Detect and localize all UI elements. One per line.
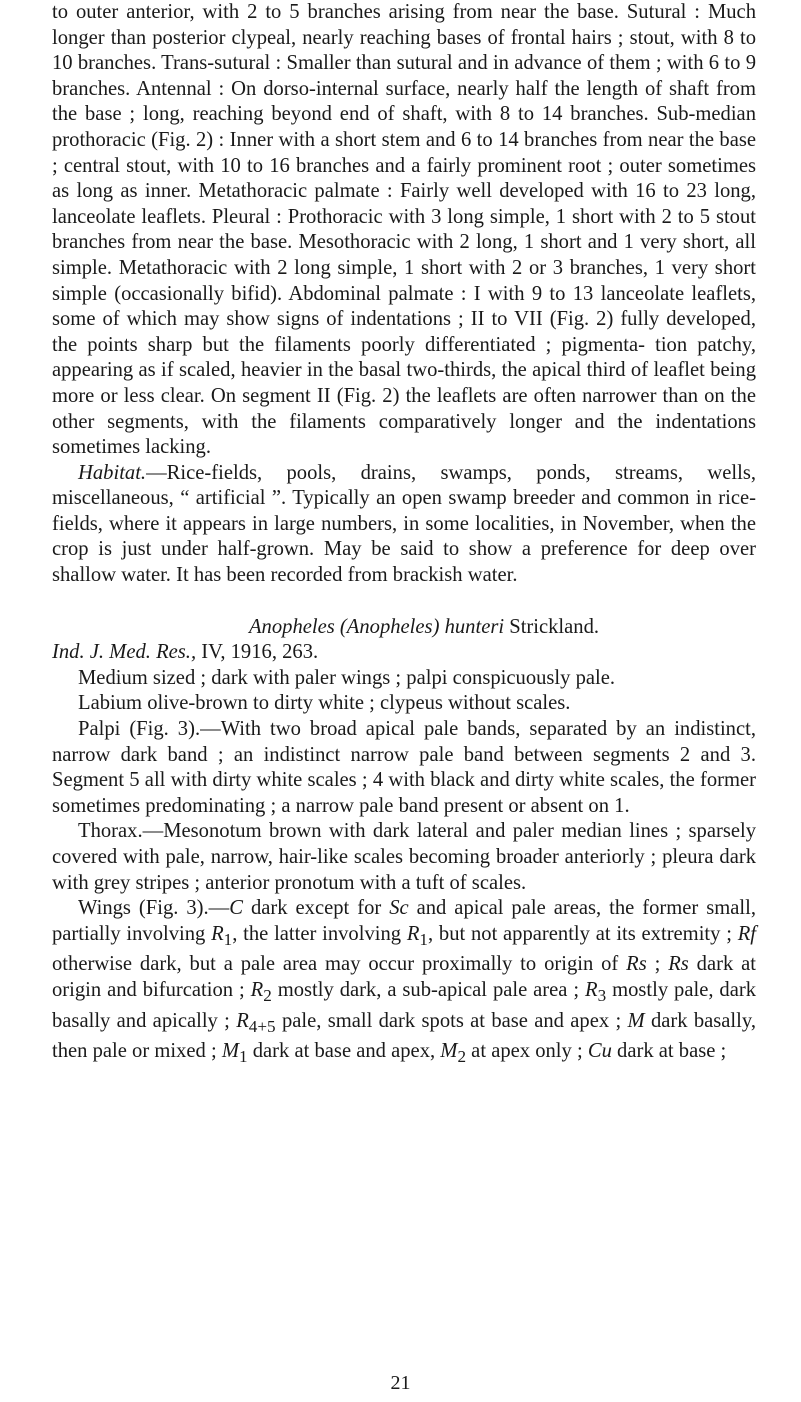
vein-r: R [584, 979, 598, 1002]
reference-detail: IV, 1916, 263. [201, 641, 319, 664]
wings-text: dark at origin and bifurcation ; [52, 953, 756, 1002]
wings-text: ; [646, 953, 669, 976]
vein-r: R [406, 922, 420, 945]
species-heading [52, 615, 756, 641]
page-number: 21 [390, 1372, 411, 1394]
wings-text: dark at base ; [611, 1040, 727, 1063]
wings-text: mostly dark, a sub-apical pale area ; [271, 979, 585, 1002]
wings-intro: Wings (Fig. 3).— [78, 897, 230, 920]
wings-text: dark except for [243, 897, 390, 920]
species-author: Strickland. [509, 615, 600, 638]
vein-c: C [229, 897, 243, 920]
paragraph-wings [52, 896, 756, 1070]
vein-sc: Sc [389, 897, 409, 920]
vein-rf: Rf [737, 922, 756, 945]
habitat-label: Habitat. [78, 461, 147, 484]
reference-journal: Ind. J. Med. Res., [52, 641, 197, 664]
vein-m: M [440, 1040, 458, 1063]
document-page [52, 0, 756, 1070]
wings-text: and apical pale areas, the former small, partially involving [52, 897, 756, 945]
paragraph-thorax: Thorax.—Mesonotum brown with dark lateral and paler median lines ; sparsely covered with pale, narrow, hair-like scales becoming broader anteriorly ; pleura dark with grey stripes ; anterior pronotum with a tuft of scales. [52, 820, 756, 894]
paragraph-palpi: Palpi (Fig. 3).—With two broad apical pale bands, separated by an indistinct, narrow dark band ; an indistinct narrow pale band between segments 2 and 3. Segment 5 all with dirty white scales ; 4 with black and dirty white scales, the former sometimes predominating ; a narrow pale band present or absent on 1. [52, 718, 756, 817]
habitat-text: —Rice-fields, pools, drains, swamps, ponds, streams, wells, miscellaneous, “ artificial ”. Typically an open swamp breeder and common in rice-fields, where it appears in large numbers, in some localities, in November, when the crop is just under half-grown. May be said to show a preference for deep over shallow water. It has been recorded from brackish water. [52, 461, 756, 587]
vein-r: R [211, 922, 224, 945]
vein-subscript: 3 [597, 986, 607, 1006]
species-name: hunteri [444, 615, 505, 638]
species-reference [52, 640, 756, 666]
paragraph-larval-hairs: to outer anterior, with 2 to 5 branches arising from near the base. Sutural : Much longer than posterior clypeal, nearly reaching bases of frontal hairs ; stout, with 8 to 10 branches. Trans-sutural : Smaller than sutural and in advance of them ; with 6 to 9 branches. Antennal : On dorso-internal surface, nearly half the length of shaft from the base ; long, reaching beyond end of shaft, with 8 to 14 branches. Sub-median prothoracic (Fig. 2) : Inner with a short stem and 6 to 14 branches from near the base ; central stout, with 10 to 16 branches and a fairly prominent root ; outer sometimes as long as inner. Metathoracic palmate : Fairly well developed with 16 to 23 long, lanceolate leaflets. Pleural : Prothoracic with 3 long simple, 1 short with 2 to 5 stout branches from near the base. Mesothoracic with 2 long, 1 short and 1 very short, all simple. Metathoracic with 2 long simple, 1 short with 2 or 3 branches, 1 very short simple (occasionally bifid). Abdominal palmate : I with 9 to 13 lanceolate leaflets, some of which may show signs of indentations ; II to VII (Fig. 2) fully developed, the points sharp but the filaments poorly differentiated ; pigmenta- tion patchy, appearing as if scaled, heavier in the basal two-thirds, the apical third of leaflet being more or less clear. On segment II (Fig. 2) the leaflets are often narrower than on the other segments, with the filaments comparatively longer and the indentations sometimes lacking. [52, 1, 756, 459]
vein-subscript: 2 [457, 1047, 467, 1067]
vein-subscript: 2 [263, 986, 272, 1006]
paragraph-labium: Labium olive-brown to dirty white ; clypeus without scales. [78, 692, 571, 715]
wings-text: at apex only ; [466, 1040, 588, 1063]
wings-text: otherwise dark, but a pale area may occur proximally to origin of [52, 953, 627, 976]
wings-text: mostly pale, dark basally and apically ; [52, 979, 756, 1032]
vein-m: M [627, 1009, 645, 1032]
vein-subscript: 1 [239, 1047, 248, 1067]
vein-rs: Rs [668, 953, 689, 976]
wings-text: , the latter involving [232, 922, 407, 945]
paragraph-habitat [52, 461, 756, 589]
vein-subscript: 1 [419, 929, 428, 949]
vein-cu: Cu [587, 1040, 612, 1063]
paragraph-medium: Medium sized ; dark with paler wings ; palpi conspicuously pale. [78, 666, 616, 689]
wings-text: pale, small dark spots at base and apex ; [275, 1009, 628, 1032]
vein-m: M [221, 1040, 240, 1063]
vein-r: R [236, 1009, 249, 1032]
vein-r: R [250, 979, 264, 1002]
genus-name: Anopheles [248, 615, 335, 638]
wings-text: dark basally, then pale or mixed ; [52, 1009, 756, 1063]
subgenus-name: (Anopheles) [339, 615, 440, 638]
vein-subscript: 1 [223, 929, 233, 949]
wings-text: dark at base and apex, [247, 1040, 441, 1063]
wings-text: , but not apparently at its extremity ; [428, 922, 738, 945]
vein-rs: Rs [626, 953, 647, 976]
vein-subscript: 4+5 [248, 1016, 276, 1036]
